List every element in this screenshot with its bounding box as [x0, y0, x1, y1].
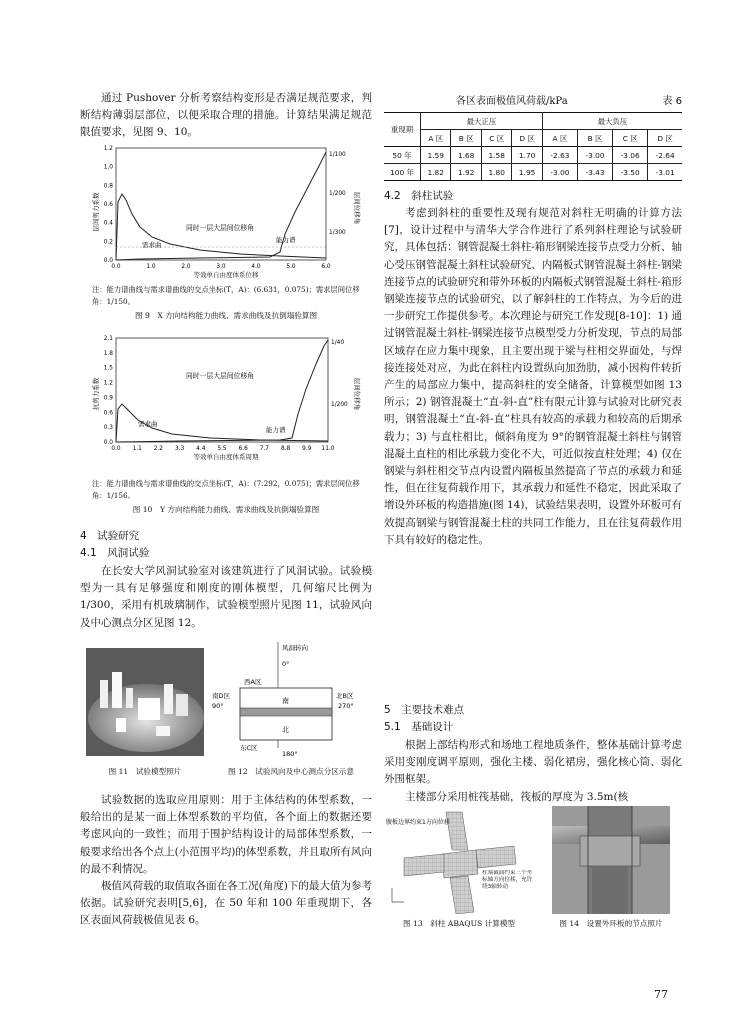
fig10-y2-tick-label: 1/200 [331, 402, 348, 408]
fig10-capacity-label: 能力谱 [266, 426, 286, 434]
fig10-y-tick-label: 1.5 [103, 365, 113, 372]
fig12-zone-c: 东C区 [240, 744, 258, 752]
table6-cell: -2.63 [542, 147, 577, 164]
fig10-y-ticks [104, 336, 114, 446]
fig9-center-label: 同时一层大层间位移角 [186, 224, 254, 232]
fig12-diagram [210, 640, 372, 762]
fig14-caption: 图 14 设置外环板的节点照片 [559, 919, 663, 928]
table6-zone: C 区 [613, 130, 648, 147]
fig9-y2-title: 层间位移角 [353, 191, 361, 225]
table6-cell: 1.68 [451, 147, 481, 164]
table6-cell: -3.00 [542, 164, 577, 181]
table6-zone: A 区 [542, 130, 577, 147]
fig10-x-tick-label: 4.4 [196, 446, 206, 452]
fig12-zone-north: 北 [282, 726, 289, 734]
fig9-y2-tick-label: 1/300 [329, 230, 346, 236]
fig10-y-tick-label: 1.8 [103, 350, 113, 357]
fig10-note: 注：能力谱曲线与需求谱曲线的交点坐标(T，A)：(7.292，0.075)；需求层间位移角：1/156。 [92, 479, 360, 500]
fig9-y-tick-label: 0.2 [103, 239, 113, 246]
fig9-x-tick-label: 0.0 [111, 264, 121, 270]
table6-zone: D 区 [648, 130, 682, 147]
fig10-center-label: 同时一层大层间位移角 [186, 372, 254, 380]
table6-cell: -2.64 [648, 147, 682, 164]
figure-9-chart [80, 142, 372, 270]
fig9-x-tick-label: 5.0 [286, 264, 296, 270]
fig9-y-tick-label: 0.6 [103, 202, 113, 208]
table6-cell: -3.01 [648, 164, 682, 181]
table6-title-row [384, 92, 682, 106]
fig9-capacity-label: 能力谱 [276, 236, 296, 244]
table6-period: 100 年 [384, 164, 421, 181]
fig12-angle-top: 0° [282, 660, 290, 668]
fig9-y-tick-label: 0.8 [103, 183, 113, 190]
fig10-x-tick-label: 7.7 [259, 446, 270, 452]
fig9-y-tick-label: 1.2 [103, 146, 113, 152]
fig10-y-tick-label: 0.6 [103, 410, 113, 417]
fig9-x-tick-label: 4.0 [251, 264, 261, 270]
fig9-x-tick-label: 1.0 [146, 264, 156, 270]
fig10-x-tick-label: 1.1 [132, 446, 142, 452]
fig14-photo [552, 806, 670, 914]
fig12-right-label: 北B区 [336, 692, 354, 700]
fig9-note: 注：能力谱曲线与需求谱曲线的交点坐标(T，A)：(6.631，0.075)；需求层间位移角：1/150。 [92, 285, 360, 306]
table6-cell: 1.92 [451, 164, 481, 181]
table6-cell: 1.95 [512, 164, 542, 181]
fig9-y-tick-label: 1.0 [103, 164, 113, 171]
table6-zone: A 区 [421, 130, 451, 147]
fig10-y2-title: 层间位移角 [353, 377, 361, 411]
intro-paragraph: 通过 Pushover 分析考察结构变形是否满足规范要求，判断结构薄弱层部位，以便采取合理的措施。计算结果满足规范限值要求，见图 9、10。 [80, 92, 372, 139]
table6-zone: B 区 [451, 130, 481, 147]
fig10-y2-ticks [331, 340, 348, 408]
table6-label: 表 6 [662, 96, 682, 107]
table6-cell: 1.82 [421, 164, 451, 181]
page-number: 77 [654, 988, 668, 1001]
fig9-x-tick-label: 3.0 [216, 264, 226, 270]
section-5-heading: 5 主要技术难点 [384, 704, 465, 716]
fig10-x-tick-label: 8.8 [280, 446, 291, 452]
fig10-x-tick-label: 5.5 [217, 446, 227, 452]
section-5-1-heading: 5.1 基础设计 [384, 721, 454, 733]
section-4-heading: 4 试验研究 [80, 530, 140, 542]
fig9-y-tick-label: 0.4 [103, 220, 113, 227]
fig9-y-title: 层间剪力系数 [92, 192, 100, 232]
section-4-1-heading: 4.1 风洞试验 [80, 547, 150, 559]
table6-cell: -3.50 [613, 164, 648, 181]
extreme-wind-paragraph: 极值风荷载的取值取各面在各工况(角度)下的最大值为参考依据。试验研究表明[5,6]，在 50 年和 100 年重现期下，各区表面风荷载极值见表 6。 [80, 880, 372, 927]
fig10-y-tick-label: 0.9 [103, 395, 113, 402]
fig10-demand-label: 需求曲 [138, 420, 158, 428]
fig12-left-label: 南D区 [212, 692, 231, 700]
fig10-y-title: 抗剪力系数 [92, 377, 100, 411]
fig10-x-tick-label: 6.6 [238, 446, 248, 452]
table6-zone: C 区 [481, 130, 511, 147]
table6-cell: 1.59 [421, 147, 451, 164]
fig9-y2-tick-label: 1/200 [329, 191, 346, 197]
inclined-column-paragraph: 考虑到斜柱的重要性及现有规范对斜柱无明确的计算方法[7]，设计过程中与清华大学合作进行了系列斜柱理论与试验研究，具体包括：钢管混凝土斜柱-箱形钢梁连接节点受力分析、轴心受压钢管混凝土斜柱试验研究、内隔板式钢管混凝土斜柱-钢梁连接节点的试验研究和带外环板的内隔板式钢管混凝土斜柱-箱形钢梁连接节点的试验研究，以了解斜柱的工作特点，为今后的进一步研究工作提供参考。本次理论与研究工作发现[8-10]：1) 通过钢管混凝土斜柱-钢梁连接节点模型受力分析发现，节点的局部区域存在应力集中现象，且主要出现于梁与柱相交界面处，与焊接连接处对应，为此在斜柱内设置纵向加劲肋，减小因构件转折产生的局部应力集中，提高斜柱的安全储备，计算模型如图 13 所示；2) 钢管混凝土“直-斜-直”柱有限元计算与试验对比研究表明，钢管混凝土“直-斜-直”柱具有较高的承载力和较高的后期承载力；3) 与直柱相比，倾斜角度为 9°的钢管混凝土斜柱与钢管混凝土直柱的相比承载力变化不大，可近似按直柱处理；4) 仅在钢梁与斜柱相交节点内设置内隔板虽然提高了节点的承载力和延性，但在往复荷载作用下，其承载力和延性不稳定，因此采取了增设外环板的构造措施(图 14)，试验结果表明，设置外环板可有效提高钢梁与钢管混凝土柱的共同工作能力，且在往复荷载作用下具有较好的稳定性。 [384, 207, 682, 546]
table6 [384, 112, 682, 181]
fig9-plot [91, 146, 362, 270]
table6-cell: 1.58 [481, 147, 511, 164]
fig12-right-angle: 270° [338, 702, 354, 710]
fig9-x-title: 等效单自由度体系位移 [193, 271, 259, 279]
table6-group-positive: 最大正压 [421, 113, 543, 130]
fig9-y-ticks [104, 146, 114, 264]
section-4-2-heading: 4.2 斜柱试验 [384, 190, 454, 202]
fig9-caption: 图 9 X 方向结构能力曲线、需求曲线及抗倒塌验算图 [134, 311, 318, 320]
foundation-paragraph: 根据上部结构形式和场地工程地质条件，整体基础计算考虑采用变刚度调平原则，强化主楼、弱化裙房，强化核心筒、弱化外围框架。 [384, 739, 682, 786]
wind-tunnel-paragraph: 在长安大学风洞试验室对该建筑进行了风洞试验。试验模型为一具有足够强度和刚度的刚体模型，几何缩尺比例为 1/300，采用有机玻璃制作，试验模型照片见图 11，试验风向及中心测点分区见图 12。 [80, 565, 372, 629]
fig9-x-tick-label: 6.0 [321, 264, 331, 270]
fig10-y2-tick-label: 1/40 [331, 340, 345, 346]
table6-cell: 1.70 [512, 147, 542, 164]
table6-cell: 1.80 [481, 164, 511, 181]
fig10-y-tick-label: 2.1 [103, 336, 113, 342]
table6-zone: D 区 [512, 130, 542, 147]
fig10-x-tick-label: 0.0 [111, 446, 121, 452]
fig9-y-tick-label: 0.0 [103, 258, 113, 264]
fig12-top-label: 风洞转向 [282, 644, 308, 652]
table6-cell: -3.06 [613, 147, 648, 164]
table6-cell: -3.43 [577, 164, 612, 181]
data-selection-paragraph: 试验数据的选取应用原则：用于主体结构的体型系数，一般给出的是某一面上体型系数的平均值，各个面上的数据还要考虑风向的一致性；而用于围护结构设计的局部体型系数，一般要求给出各个点上(小范围平均)的体型系数，并且取所有风向的最不利情况。 [80, 794, 372, 875]
fig11-photo [86, 648, 204, 756]
fig10-x-tick-label: 11.0 [321, 446, 335, 452]
table-row [384, 164, 682, 181]
figure-10-chart [80, 334, 372, 452]
fig12-zone-south: 南 [282, 697, 289, 705]
fig13-note-1: 腹板边界约束1方向位移 [386, 819, 450, 826]
fig10-y-tick-label: 1.2 [103, 380, 113, 387]
fig12-zone-a: 西A区 [244, 678, 262, 686]
fig12-bottom-angle: 180° [282, 750, 298, 758]
fig10-x-tick-label: 3.3 [174, 446, 185, 452]
table6-group-negative: 最大负压 [542, 113, 682, 130]
fig13-caption: 图 13 斜柱 ABAQUS 计算模型 [402, 919, 516, 928]
fig12-caption: 图 12 试验风向及中心测点分区示意 [228, 767, 354, 776]
table-row [384, 147, 682, 164]
table6-zone: B 区 [577, 130, 612, 147]
table6-period: 50 年 [384, 147, 421, 164]
fig13-model [384, 810, 534, 914]
raft-paragraph: 主楼部分采用桩筏基础，筏板的厚度为 3.5m(核 [405, 791, 629, 803]
fig12-left-angle: 90° [212, 702, 224, 710]
fig9-y2-tick-label: 1/100 [329, 152, 346, 158]
fig9-x-tick-label: 2.0 [181, 264, 191, 270]
fig10-y-tick-label: 0.0 [103, 440, 113, 446]
fig10-x-title: 等效单自由度体系周期 [193, 453, 259, 461]
fig9-y2-ticks [329, 152, 346, 236]
fig10-y-tick-label: 0.3 [103, 425, 113, 432]
fig9-demand-label: 需求曲 [142, 241, 162, 249]
fig10-x-tick-label: 9.9 [302, 446, 312, 452]
table6-row-header: 重现期 [384, 113, 421, 147]
fig10-caption: 图 10 Y 方向结构能力曲线、需求曲线及抗倒塌验算图 [132, 505, 320, 514]
table6-cell: -3.00 [577, 147, 612, 164]
table6-title: 各区表面极值风荷载/kPa [456, 96, 568, 107]
fig13-note-2: 柱端截面约束三个坐标轴方向位移，允许绕3轴转动 [482, 870, 533, 890]
fig11-caption: 图 11 试验模型照片 [108, 767, 182, 776]
fig10-x-tick-label: 2.2 [153, 446, 164, 452]
